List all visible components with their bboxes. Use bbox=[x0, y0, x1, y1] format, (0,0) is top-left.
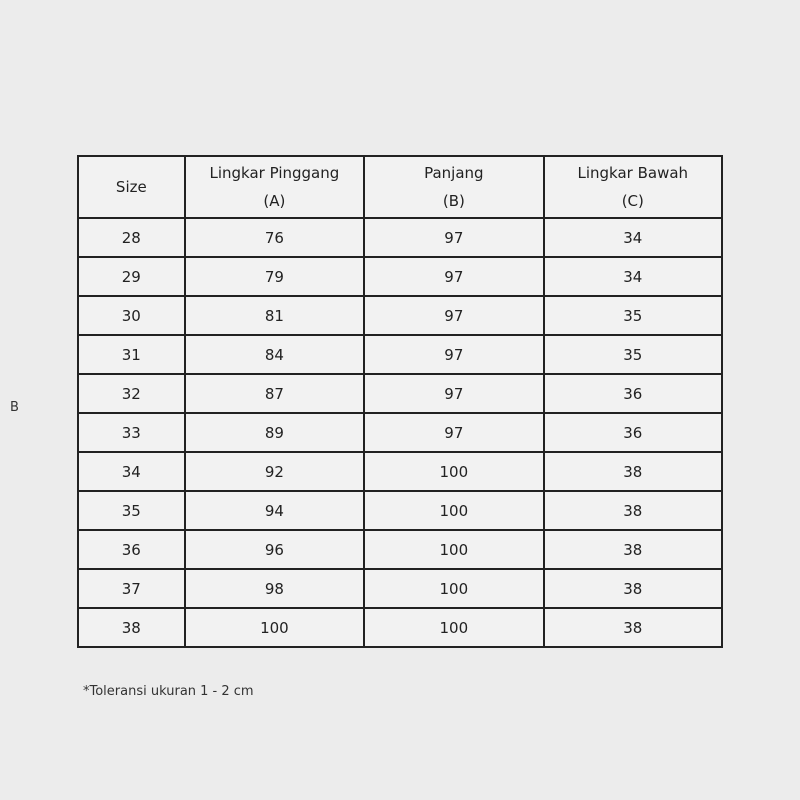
cell-length: 100 bbox=[364, 491, 543, 530]
cell-size: 37 bbox=[78, 569, 185, 608]
cell-waist: 98 bbox=[185, 569, 364, 608]
cell-length: 97 bbox=[364, 413, 543, 452]
cell-waist: 89 bbox=[185, 413, 364, 452]
header-length-code: (B) bbox=[442, 192, 465, 210]
cell-size: 34 bbox=[78, 452, 185, 491]
table-row bbox=[78, 374, 722, 413]
cell-size: 30 bbox=[78, 296, 185, 335]
cell-length: 97 bbox=[364, 218, 543, 257]
cell-waist: 100 bbox=[185, 608, 364, 647]
header-length bbox=[364, 156, 543, 218]
cell-hem: 34 bbox=[544, 257, 722, 296]
header-waist-code: (A) bbox=[263, 192, 286, 210]
cell-hem: 38 bbox=[544, 608, 722, 647]
table-row bbox=[78, 608, 722, 647]
cell-size: 33 bbox=[78, 413, 185, 452]
table-row bbox=[78, 491, 722, 530]
table-header-row bbox=[78, 156, 722, 218]
table-row bbox=[78, 530, 722, 569]
cell-hem: 36 bbox=[544, 413, 722, 452]
header-length-label: Panjang bbox=[424, 164, 484, 182]
cell-waist: 79 bbox=[185, 257, 364, 296]
cell-waist: 84 bbox=[185, 335, 364, 374]
cell-length: 97 bbox=[364, 374, 543, 413]
table-row bbox=[78, 452, 722, 491]
cell-hem: 38 bbox=[544, 569, 722, 608]
header-hem-label: Lingkar Bawah bbox=[577, 164, 689, 182]
table-row bbox=[78, 413, 722, 452]
cell-length: 100 bbox=[364, 530, 543, 569]
header-size bbox=[78, 156, 185, 218]
cell-hem: 36 bbox=[544, 374, 722, 413]
cell-hem: 35 bbox=[544, 296, 722, 335]
header-size-label: Size bbox=[115, 178, 147, 196]
table-row bbox=[78, 257, 722, 296]
cell-waist: 76 bbox=[185, 218, 364, 257]
cell-size: 36 bbox=[78, 530, 185, 569]
cell-length: 100 bbox=[364, 569, 543, 608]
table-row bbox=[78, 218, 722, 257]
cell-length: 97 bbox=[364, 296, 543, 335]
tolerance-note: *Toleransi ukuran 1 - 2 cm bbox=[83, 684, 254, 699]
table-row bbox=[78, 335, 722, 374]
cell-waist: 96 bbox=[185, 530, 364, 569]
cell-size: 28 bbox=[78, 218, 185, 257]
header-waist-label: Lingkar Pinggang bbox=[209, 164, 340, 182]
size-chart-table bbox=[77, 155, 723, 648]
table-row bbox=[78, 296, 722, 335]
table-row bbox=[78, 569, 722, 608]
cell-hem: 38 bbox=[544, 530, 722, 569]
cell-waist: 81 bbox=[185, 296, 364, 335]
cell-length: 100 bbox=[364, 452, 543, 491]
header-waist bbox=[185, 156, 364, 218]
cell-size: 32 bbox=[78, 374, 185, 413]
header-hem-code: (C) bbox=[621, 192, 644, 210]
cell-hem: 35 bbox=[544, 335, 722, 374]
cell-length: 97 bbox=[364, 257, 543, 296]
cell-size: 31 bbox=[78, 335, 185, 374]
cell-size: 35 bbox=[78, 491, 185, 530]
cell-size: 29 bbox=[78, 257, 185, 296]
cell-waist: 94 bbox=[185, 491, 364, 530]
cell-size: 38 bbox=[78, 608, 185, 647]
cell-hem: 38 bbox=[544, 452, 722, 491]
header-hem bbox=[544, 156, 722, 218]
cell-length: 97 bbox=[364, 335, 543, 374]
cell-hem: 38 bbox=[544, 491, 722, 530]
cell-waist: 87 bbox=[185, 374, 364, 413]
cell-waist: 92 bbox=[185, 452, 364, 491]
side-label: B bbox=[10, 400, 19, 415]
cell-hem: 34 bbox=[544, 218, 722, 257]
cell-length: 100 bbox=[364, 608, 543, 647]
